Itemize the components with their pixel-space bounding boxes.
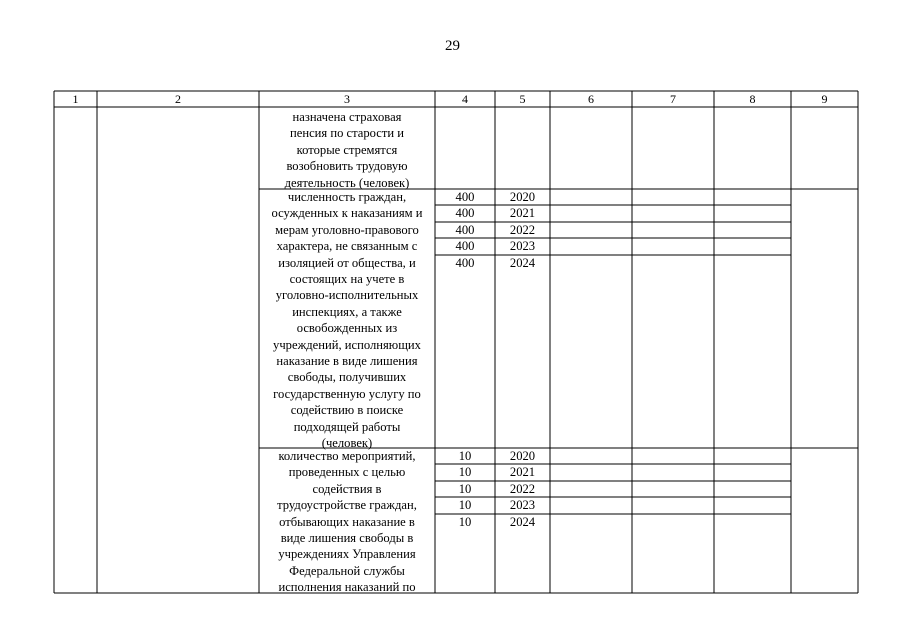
description-line: осужденных к наказаниям и (271, 206, 423, 221)
value-cell: 10 (458, 465, 472, 479)
year-cell: 2024 (509, 515, 536, 529)
header-col-3: 3 (344, 92, 350, 106)
description-line: учреждениях Управления (278, 547, 416, 562)
header-col-2: 2 (175, 92, 181, 106)
description-line: наказание в виде лишения (276, 354, 418, 369)
header-col-5: 5 (519, 92, 526, 106)
value-cell: 400 (455, 256, 475, 270)
header-col-8: 8 (749, 92, 756, 106)
description-line: содействия в (312, 481, 382, 496)
description-line: характера, не связанным с (276, 239, 418, 254)
description-line: которые стремятся (296, 142, 398, 157)
year-cell: 2020 (509, 190, 536, 204)
header-col-9: 9 (821, 92, 828, 106)
value-cell: 10 (458, 498, 472, 512)
indicator-description-3 (259, 448, 435, 596)
description-line: отбывающих наказание в (279, 514, 415, 529)
year-cell: 2021 (509, 465, 536, 479)
description-line: свободы, получивших (287, 370, 407, 385)
description-line: исполнения наказаний по (278, 580, 416, 595)
value-cell: 400 (455, 239, 475, 253)
value-cell: 10 (458, 482, 472, 496)
description-line: (человек) (321, 436, 373, 451)
description-line: назначена страховая (292, 110, 402, 124)
year-cell: 2023 (509, 239, 536, 253)
description-line: учреждений, исполняющих (273, 337, 421, 352)
description-line: содействию в поиске (290, 403, 404, 418)
value-cell: 10 (458, 449, 472, 463)
description-line: возобновить трудовую (286, 159, 408, 174)
description-line: трудоустройстве граждан, (277, 498, 417, 513)
description-line: проведенных с целью (288, 465, 406, 480)
description-line: изоляцией от общества, и (278, 255, 416, 270)
year-cell: 2022 (509, 482, 536, 496)
description-line: деятельность (человек) (284, 175, 410, 190)
description-line: инспекциях, а также (292, 304, 402, 319)
header-col-6: 6 (588, 92, 594, 106)
value-cell: 400 (455, 223, 475, 237)
header-col-4: 4 (462, 92, 468, 106)
description-line: мерам уголовно-правового (275, 222, 419, 237)
header-col-7: 7 (670, 92, 676, 106)
year-cell: 2023 (509, 498, 536, 512)
description-line: Федеральной службы (289, 563, 405, 578)
description-line: численность граждан, (287, 190, 407, 204)
description-line: уголовно-исполнительных (275, 288, 419, 303)
year-cell: 2024 (509, 256, 536, 270)
value-cell: 400 (455, 190, 475, 204)
description-line: подходящей работы (293, 419, 401, 434)
description-line: виде лишения свободы в (280, 531, 414, 546)
description-line: состоящих на учете в (289, 272, 405, 287)
value-cell: 10 (458, 515, 472, 529)
year-cell: 2020 (509, 449, 536, 463)
description-line: количество мероприятий, (278, 449, 416, 463)
value-cell: 400 (455, 206, 475, 220)
year-cell: 2021 (509, 206, 536, 220)
description-line: освобожденных из (296, 321, 398, 336)
description-line: государственную услугу по (273, 386, 421, 401)
page-number: 29 (445, 38, 460, 54)
indicator-description-2 (259, 189, 435, 452)
year-cell: 2022 (509, 223, 536, 237)
indicator-description-1 (259, 109, 435, 191)
description-line: пенсия по старости и (290, 126, 404, 141)
header-col-1: 1 (72, 92, 79, 106)
